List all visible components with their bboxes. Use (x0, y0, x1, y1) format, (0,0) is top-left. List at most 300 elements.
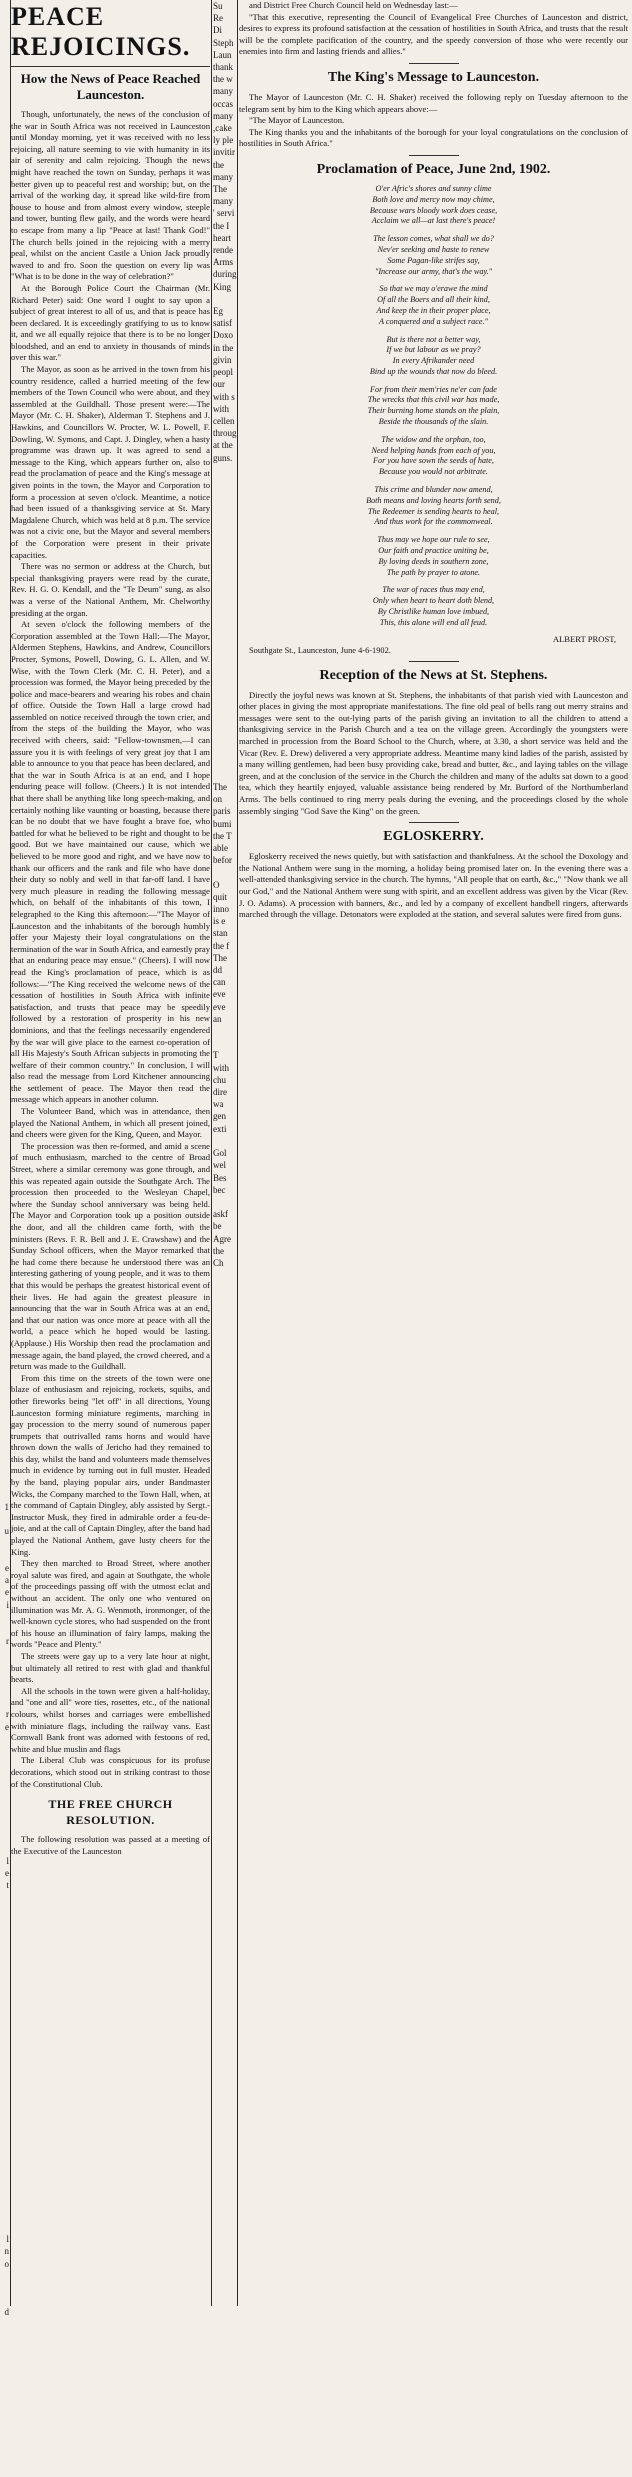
fragment: heart (213, 232, 231, 243)
fragment (0, 464, 9, 476)
fragment (0, 1233, 9, 1245)
fragment (0, 622, 9, 634)
poem-line: Bind up the wounds that now do bleed. (369, 366, 498, 376)
fragment: quit (213, 891, 228, 902)
fragment (0, 207, 9, 219)
fragment: many (213, 196, 233, 207)
fragment: dire (213, 1087, 227, 1098)
fragment: cellen (213, 415, 235, 426)
fragment (0, 891, 9, 903)
fragment (212, 525, 236, 537)
fragment (212, 537, 236, 549)
stanza-gap (239, 227, 628, 234)
fragment (0, 1477, 9, 1489)
masthead: PEACE REJOICINGS. (11, 2, 191, 61)
fragment (0, 1172, 9, 1184)
fragment (0, 2331, 9, 2343)
stanza-gap (239, 478, 628, 485)
fragment (0, 1696, 9, 1708)
fragment (0, 122, 9, 134)
fragment (0, 842, 9, 854)
fragment: ,cake (213, 123, 232, 134)
fragment (0, 1428, 9, 1440)
fragment (0, 1098, 9, 1110)
fragment (0, 2367, 9, 2379)
poem-line: The war of races thus may end, (382, 585, 485, 595)
fragment (0, 1757, 9, 1769)
fragment (0, 610, 9, 622)
fragment (0, 195, 9, 207)
fragment: the w (213, 74, 233, 85)
poem-line: The widow and the orphan, too, (381, 434, 486, 444)
fragment (0, 1977, 9, 1989)
fragment (212, 598, 236, 610)
fragment: occas (213, 98, 233, 109)
fragment (212, 720, 236, 732)
fragment (212, 696, 236, 708)
fragment (0, 574, 9, 586)
fragment (0, 0, 9, 12)
article-body-free-church (11, 1834, 210, 1857)
fragment (212, 549, 236, 561)
fragment (0, 818, 9, 830)
article-body-st-stephens (239, 690, 628, 818)
fragment: o (4, 2258, 9, 2269)
fragment: with s (213, 391, 235, 402)
article-body-peace-news (11, 109, 210, 1790)
fragment: l (6, 2234, 9, 2245)
fragment (212, 1269, 236, 1281)
fragment: with (213, 403, 230, 414)
fragment (0, 2416, 9, 2428)
fragment: paris (213, 806, 231, 817)
fragment (0, 1257, 9, 1269)
fragment (0, 2026, 9, 2038)
fragment: many (213, 171, 233, 182)
fragment (0, 1269, 9, 1281)
fragment (0, 732, 9, 744)
fragment: Arms (213, 257, 233, 268)
fragment (0, 561, 9, 573)
article-body-kings-message (239, 92, 628, 150)
fragment (0, 2160, 9, 2172)
fragment (0, 2343, 9, 2355)
poem-line: Beside the thousands of the slain. (378, 417, 489, 427)
fragment (0, 85, 9, 97)
fragment (0, 2221, 9, 2233)
poem-line: By loving deeds in southern zone, (378, 556, 489, 566)
fragment (0, 391, 9, 403)
fragment (0, 2087, 9, 2099)
paragraph: The Mayor, as soon as he arrived in the town from his country residence, called a hurried meeting of the few members of the Town Council who were about, and they assembled at the Guildhall. Those present were:—The Mayor (Mr. C. H. Shaker), Alderman T. Stephens and J. Hawkins, and Councillors W. Procter, W. L. Powell, F. Dowling, W. Symons, and Capt. J. Dingley, when a hasty programme was drawn up. It was agreed to send a message to the King, which appears further on, also to read the proclamation of peace and the King's message at given points in the town, the Mayor and Corporation to form a procession at seven o'clock. Meantime, a notice had been issued of a thanksgiving service at St. Mary Magdalene Church, which was held at 8 p.m. The service was not a civic one, but the Mayor and several members of the Corporation were present in their private capacities. (11, 364, 210, 560)
fragment (0, 854, 9, 866)
fragment (0, 2270, 9, 2282)
fragment (0, 1684, 9, 1696)
fragment (0, 500, 9, 512)
fragment: r (6, 1709, 9, 1720)
fragment (0, 2209, 9, 2221)
paragraph: Directly the joyful news was known at St. Stephens, the inhabitants of that parish vied with Launceston and other places in giving the most appropriate manifestations. The fine old peal of bells rang out merry strains and messages were sent to the out-lying parts of the parish giving an invitation to all the children to attend a thanksgiving service in the Parish Church and a tea on the village green. Accordingly the youngsters were marched in procession from the Board School to the Church, where, at 3.30, a short service was held and the Vicar (Rev. E. Drew) delivered a very appropriate address. Meantime many kind ladies of the parish, assisted by a many willing gentlemen, had been busy providing cake, bread and butter, &c., and laying tables on the village green, and at the conclusion of the service in the Church the children and many of the adults sat down to a good tea, which they heartily enjoyed, valuable assistance being rendered by Mr. Burford of the Northumberland Arms. The bells continued to ring merry peals during the evening, and the proceedings closed by the whole assembly singing "God Save the King" on the green. (239, 689, 628, 816)
fragment (0, 1513, 9, 1525)
fragment (0, 1281, 9, 1293)
fragment (0, 1184, 9, 1196)
fragment (0, 427, 9, 439)
fragment (0, 220, 9, 232)
article-body-egloskerry (239, 851, 628, 921)
fragment: Eg (213, 306, 223, 317)
fragment: i (6, 1599, 9, 1610)
fragment (0, 1830, 9, 1842)
fragment: wel (213, 1160, 226, 1171)
fragment (212, 293, 236, 305)
fragment (0, 1672, 9, 1684)
fragment (0, 159, 9, 171)
fragment: d (4, 2307, 9, 2318)
poem-line: "Increase our army, that's the way." (374, 266, 493, 276)
fragment (0, 2184, 9, 2196)
fragment (0, 2014, 9, 2026)
fragment (0, 1806, 9, 1818)
stanza-gap (239, 578, 628, 585)
poem-line: So that we may o'erawe the mind (379, 284, 488, 294)
fragment (0, 683, 9, 695)
fragment (212, 671, 236, 683)
fragment (0, 1782, 9, 1794)
fragment (0, 378, 9, 390)
fragment (0, 2355, 9, 2367)
fragment (212, 1037, 236, 1049)
fragment (0, 2172, 9, 2184)
fragment (0, 1452, 9, 1464)
fragment (0, 452, 9, 464)
fragment: is e (213, 916, 226, 927)
fragment (0, 73, 9, 85)
fragment (0, 1159, 9, 1171)
fragment (0, 525, 9, 537)
fragment (0, 2294, 9, 2306)
fragment (0, 757, 9, 769)
poem-line: This crime and blunder now amend, (374, 485, 493, 495)
article-title-peace-news: How the News of Peace Reached Launceston. (20, 71, 201, 102)
fragment: can (213, 977, 226, 988)
poem-line: Both love and mercy now may chime, (372, 194, 495, 204)
fragment (212, 757, 236, 769)
fragment (0, 1342, 9, 1354)
paragraph: The streets were gay up to a very late hour at night, but ultimately all retired to rest with glad and thankful hearts. (11, 1650, 210, 1685)
fragment: e (5, 1563, 9, 1573)
poem-line: The lesson comes, what shall we do? (373, 234, 494, 244)
fragment (0, 342, 9, 354)
left-column-fragments (0, 0, 9, 2318)
stanza-gap (239, 528, 628, 535)
poem-line: Because you would not arbitrate. (379, 467, 488, 477)
fragment (212, 1196, 236, 1208)
fragment (0, 1318, 9, 1330)
fragment (212, 635, 236, 647)
fragment (0, 134, 9, 146)
fragment: satisf (213, 318, 232, 329)
separator-rule-4 (409, 822, 459, 823)
fragment: e (5, 1868, 9, 1879)
fragment (0, 1208, 9, 1220)
poem-line: A conquered and a subject race." (379, 316, 488, 326)
stanza-gap (239, 378, 628, 385)
fragment (0, 1611, 9, 1623)
fragment: ly ple (213, 135, 234, 146)
fragment: stan (213, 928, 228, 939)
fragment (212, 659, 236, 671)
poem-line: In every Afrikander need (392, 356, 475, 366)
fragment (0, 2453, 9, 2465)
fragment (0, 1769, 9, 1781)
separator-rule-3 (409, 661, 459, 662)
fragment (0, 329, 9, 341)
fragment (0, 1001, 9, 1013)
poem-line: The Redeemer is sending hearts to heal, (367, 506, 500, 516)
poem-line: Acclaim we all—at last there's peace! (371, 216, 496, 226)
fragment: T (213, 1050, 219, 1061)
fragment (0, 1623, 9, 1635)
fragment: Agre (213, 1233, 231, 1244)
fragment: Su (213, 1, 223, 11)
fragment (0, 781, 9, 793)
fragment: throug (213, 428, 237, 439)
paragraph: Egloskerry received the news quietly, but with satisfaction and thankfulness. At the school the Doxology and the National Anthem were sung in the morning, a holiday being promised later on. In the evening there was a well-attended thanksgiving service in the church. The hymns, "All people that on earth, &c.," "Now thank we all our God," and the National Anthem were sung with spirit, and an excellent address was given by the Vicar (Rev. J. O. Adams). A procession with banners, &c., and led by a company of excellent handbell ringers, afterwards marched through the village. Detonators were exploded at the station, and several salutes were fired from guns. (239, 851, 628, 920)
fragment: many (213, 110, 233, 121)
poem-line: The path by prayer to atone. (386, 567, 481, 577)
stanza-gap (239, 428, 628, 435)
fragment (0, 1355, 9, 1367)
fragment (0, 866, 9, 878)
fragment: chu (213, 1074, 226, 1085)
fragment (0, 1416, 9, 1428)
fragment: invitir (213, 147, 235, 158)
fragment: an (213, 1013, 222, 1024)
fragment: Gol (213, 1148, 227, 1159)
fragment (212, 610, 236, 622)
fragment: dd (213, 965, 222, 976)
fragment (212, 561, 236, 573)
fragment: l (6, 1855, 9, 1866)
fragment (0, 1367, 9, 1379)
fragment (0, 598, 9, 610)
fragment: wa (213, 1099, 224, 1110)
paragraph: There was no sermon or address at the Church, but special thanksgiving prayers were read by the curate, Rev. H. G. O. Kendall, and the "Te Deum" sung, as also was a verse of the National Anthem, Mr. Chelworthy presiding at the organ. (11, 561, 210, 618)
free-church-resolution-continued (239, 0, 628, 58)
fragment (0, 293, 9, 305)
fragment (0, 439, 9, 451)
fragment: Doxo (213, 330, 233, 341)
fragment (212, 1281, 236, 1293)
fragment: guns. (213, 452, 233, 463)
fragment (0, 635, 9, 647)
poem-line: By Christlike human love imbued, (377, 607, 490, 617)
poem-body (239, 184, 628, 629)
poem-line: Both means and loving hearts forth send, (366, 495, 501, 505)
fragment: t (6, 1880, 9, 1891)
fragment (0, 1733, 9, 1745)
fragment: gen (213, 1111, 226, 1122)
fragment (0, 1074, 9, 1086)
fragment (0, 146, 9, 158)
fragment (212, 476, 236, 488)
fragment (0, 1550, 9, 1562)
fragment (0, 1647, 9, 1659)
poem-line: And keep the in their proper place, (376, 305, 491, 315)
fragment (0, 37, 9, 49)
fragment (0, 281, 9, 293)
fragment (0, 1953, 9, 1965)
fragment (0, 793, 9, 805)
fragment (0, 2441, 9, 2453)
paragraph: The procession was then re-formed, and amid a scene of much enthusiasm, marched to the centre of Broad Street, where a similar ceremony was gone through, and this was repeated again outside the Southgate Arch. The procession then proceeded to the Wesleyan Chapel, where the Sunday school anniversary was being held. The Mayor and Corporation took up a position outside the door, and all the children came forth, with the ministers (Revs. F. R. Bell and J. E. Crawshaw) and the Sunday School officers, when the Mayor remarked that he had come there because he understood there was an interesting gathering of young people, and it was to them that this would be perhaps the greatest historical event of their lives. He had again the greatest pleasure in announcing that the war in South Africa was at an end, and that our nation was once more at peace with all the world, a peace which he hoped would be lasting. (Applause.) His Worship then read the proclamation and message again, the band played, the crowd cheered, and a return was made to the Guildhall. (11, 1140, 210, 1372)
fragment (0, 476, 9, 488)
fragment (0, 1330, 9, 1342)
fragment (0, 1904, 9, 1916)
fragment (0, 952, 9, 964)
fragment (0, 1147, 9, 1159)
fragment (0, 1306, 9, 1318)
poem-line: Only when heart to heart doth blend, (372, 596, 495, 606)
fragment (0, 110, 9, 122)
fragment (0, 2062, 9, 2074)
fragment (0, 1013, 9, 1025)
fragment (0, 671, 9, 683)
fragment (0, 659, 9, 671)
fragment (0, 769, 9, 781)
fragment: askf (213, 1209, 228, 1220)
poem-line: If we but labour as we pray? (386, 345, 481, 355)
fragment: Re (213, 13, 223, 24)
fragment: The (213, 782, 227, 792)
masthead-rule (11, 66, 210, 67)
fragment (0, 2465, 9, 2477)
fragment (0, 2111, 9, 2123)
fragment (0, 232, 9, 244)
fragment (0, 915, 9, 927)
fragment (0, 1489, 9, 1501)
fragment (212, 500, 236, 512)
paragraph: The following resolution was passed at a meeting of the Executive of the Launceston (11, 1834, 210, 1856)
poem-line: For you have sown the seeds of hate, (373, 456, 494, 466)
stanza-gap (239, 328, 628, 335)
fragment (0, 244, 9, 256)
paragraph: Though, unfortunately, the news of the conclusion of the war in South Africa was not received in Launceston until Monday morning, yet it was received with no less rejoicing, all nature seeming to vie with humanity in its air of serenity and calm rejoicing. Though the news might have reached the town on Sunday, perhaps it was better given up to peaceful rest and worship; but, on the arrival of the working day, it spread like wild-fire from house to house and from almost every window, steeple and tower, bunting flew gaily, and the words were heard to escape from many a lip "Peace at last! Thank God!" The church bells joined in the rejoicing with a merry peal, whilst on the ancient Castle a Union Jack proudly waved to and fro. Soon the question on every lip was "What is to be done in the way of celebration?" (11, 109, 210, 282)
fragment (0, 549, 9, 561)
fragment: bumi (213, 818, 232, 829)
fragment: at the (213, 440, 233, 451)
fragment: Bes (213, 1172, 227, 1183)
fragment: thank (213, 62, 233, 73)
fragment: rende (213, 245, 233, 256)
poem-line: Thus may we hope our rule to see, (377, 535, 490, 545)
fragment (0, 1196, 9, 1208)
fragment: Laun (213, 49, 232, 60)
poem-signature: ALBERT PROST, (552, 633, 616, 644)
fragment: the T (213, 830, 232, 841)
poem-line: Our faith and practice uniting be, (378, 546, 489, 556)
fragment (212, 732, 236, 744)
fragment (0, 2075, 9, 2087)
fragment: r (6, 1636, 9, 1647)
fragment: The (213, 184, 227, 195)
fragment (0, 1989, 9, 2001)
fragment (0, 1843, 9, 1855)
fragment (0, 24, 9, 36)
fragment (0, 12, 9, 24)
poem-line: O'er Afric's shores and sunny clime (375, 183, 492, 193)
fragment (0, 1037, 9, 1049)
fragment (0, 1123, 9, 1135)
fragment (0, 305, 9, 317)
fragment: The (213, 952, 227, 963)
fragment (0, 879, 9, 891)
fragment (212, 1135, 236, 1147)
paragraph: The Mayor of Launceston (Mr. C. H. Shaker) received the following reply on Tuesday afternoon to the telegram sent by him to the King which appears above:— (239, 91, 628, 114)
fragment (0, 2282, 9, 2294)
fragment (212, 586, 236, 598)
fragment (0, 708, 9, 720)
fragment (0, 1379, 9, 1391)
fragment: King (213, 281, 231, 292)
fragment (0, 1245, 9, 1257)
fragment (0, 2319, 9, 2331)
fragment: O (213, 879, 220, 890)
fragment (0, 317, 9, 329)
article-title-kings-message: The King's Message to Launceston. (327, 69, 540, 85)
separator-rule (409, 63, 459, 64)
fragment: eve (213, 1001, 226, 1012)
fragment: e (5, 1721, 9, 1732)
article-title-free-church: THE FREE CHURCH RESOLUTION. (48, 1797, 173, 1828)
fragment: the (213, 159, 224, 170)
poem-address: Southgate St., Launceston, June 4-6-1902. (249, 645, 391, 655)
fragment: Steph (213, 37, 234, 48)
fragment (0, 98, 9, 110)
paragraph: "That this executive, representing the Council of Evangelical Free Churches of Launceston and district, desires to express its profound satisfaction at the cessation of hostilities in South Africa, and trusts that the result will be the complete pacification of the country, and the speedy conversion of those who were recently our enemies into firm and lasting friends and allies." (239, 11, 628, 57)
fragment (0, 1916, 9, 1928)
fragment (0, 2148, 9, 2160)
fragment: eve (213, 989, 226, 1000)
fragment: ' servi (213, 208, 235, 219)
fragment: able (213, 843, 228, 854)
fragment (0, 586, 9, 598)
poem-line: Need helping hands from each of you, (371, 445, 496, 455)
fragment (0, 1220, 9, 1232)
fragment: n (4, 2246, 9, 2257)
fragment (0, 1403, 9, 1415)
fragment (0, 2038, 9, 2050)
fragment (0, 830, 9, 842)
fragment (0, 403, 9, 415)
fragment: in the (213, 342, 234, 353)
paragraph: They then marched to Broad Street, where another royal salute was fired, and again at Southgate, the whole of the proceedings passing off with the utmost eclat and without an accident. The only one who ventured on illumination was Mr. A. G. Wenmoth, ironmonger, of the well-known cycle stores, who had suspended on the front of his house an illumination of fairy lamps, making the words "Peace and Plenty." (11, 1558, 210, 1650)
fragment: during (213, 269, 237, 280)
stanza-gap (239, 277, 628, 284)
fragment: many (213, 86, 233, 97)
fragment (0, 744, 9, 756)
fragment (0, 1049, 9, 1061)
paragraph: At the Borough Police Court the Chairman (Mr. Richard Peter) said: One word I ought to say upon a subject of great interest to all of us, and that is peace has been declared. It is exceedingly gratifying to us to know it, and we all equally rejoice that there is to be no longer bloodshed, and an end to anxiety in thousands of minds over this war." (11, 282, 210, 363)
paragraph: All the schools in the town were given a half-holiday, and "one and all" wore ties, rosettes, etc., of the national colours, whilst horses and carriages were embellished with miniature flags, including the railway vans. East Cornwall Bank front was adorned with festoons of red, white and blue muslin and flags (11, 1685, 210, 1754)
fragment (0, 927, 9, 939)
fragment (0, 2380, 9, 2392)
article-title-egloskerry: EGLOSKERRY. (383, 829, 484, 845)
poem-line: Of all the Boers and all their kind, (377, 295, 490, 305)
fragment: peopl (213, 367, 233, 378)
poem-line: This, this alone will end all feud. (379, 617, 488, 627)
fragment (212, 647, 236, 659)
